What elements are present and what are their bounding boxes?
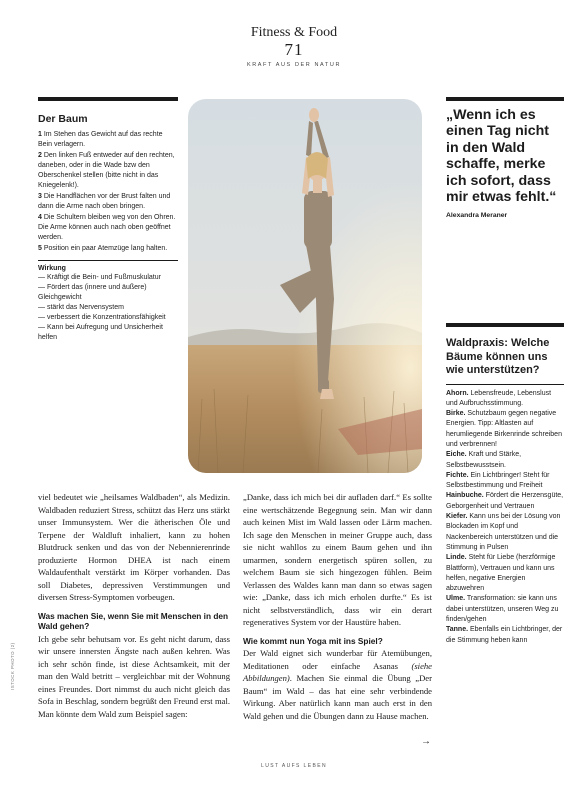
tree-text: Steht für Liebe (herzförmige Blattform), Vertrauen und kann uns helfen, negative Energien abzuwehren — [446, 554, 556, 593]
tree-name: Hainbuche. — [446, 492, 484, 500]
wirkung-text: verbessert die Konzentrationsfähigkeit — [46, 314, 166, 321]
exercise-box — [38, 97, 178, 343]
tree-text: Lebensfreude, Lebenslust und Aufbruchsstimmung. — [446, 389, 552, 407]
tree-name: Ulme. — [446, 595, 466, 603]
article-paragraph: Ich gebe sehr behutsam vor. Es geht nicht darum, dass wir unsere innersten Ängste nach außen kehren. Was ich sehr schön finde, ist diese Achtsamkeit, mit der man den Wald betritt – vergleichbar mit der Wohnung eines Freundes. Dort nimmst du auch nicht gleich das Sofa in Beschlag, sondern begrüßt den Freund erst mal. Man könnte dem Wald zum Beispiel sagen: — [38, 633, 230, 719]
tree-name: Birke. — [446, 410, 466, 418]
article-paragraph: viel bedeutet wie „heilsames Waldbaden“, als Medizin. Waldbaden reduziert Stress, schützt das Herz uns stärkt unser Immunsystem. Wer die ätherischen Öle und Terpene der Waldluft inhaliert, kann zu hohen Blutdruck senken und das von der Nebennierenrinde produzierte Hormon DHEA ist nach einem Waldaufenthalt verstärkt im Körper vorhanden. Das soll Diabetes, depressiven Verstimmungen und diversen Stress-Symptomen vorbeugen. — [38, 492, 230, 602]
article-column-2 — [243, 491, 432, 722]
tree-entry — [446, 450, 564, 471]
photo-credit: ISTOCK PHOTO (2) — [10, 642, 15, 690]
step-item — [38, 244, 178, 254]
article-question: Was machen Sie, wenn Sie mit Menschen in den Wald gehen? — [38, 610, 229, 631]
pull-quote-block — [446, 97, 564, 219]
pull-quote: „Wenn ich es einen Tag nicht in den Wald schaffe, merke ich sofort, dass mir etwas fehlt.“ — [446, 107, 557, 206]
wirkung-title: Wirkung — [38, 265, 66, 272]
tree-text: Ein Lichtbringer! Steht für Selbstbestimmung und Freiheit — [446, 471, 550, 490]
section-kicker: KRAFT AUS DER NATUR — [246, 62, 342, 68]
step-item — [38, 130, 178, 150]
article-column-1 — [38, 491, 230, 720]
tree-name: Ahorn. — [446, 389, 469, 397]
article-reference: (siehe Abbildungen) — [243, 660, 432, 683]
step-text: Die Schultern bleiben weg von den Ohren. Die Arme können auch nach oben geöffnet werden. — [38, 214, 176, 241]
step-number: 5 — [38, 245, 42, 252]
article-text: Der Wald eignet sich wunderbar für Atemübungen, Meditationen oder einfache Asanas — [243, 648, 432, 671]
section-title: Fitness & Food — [250, 25, 338, 40]
tree-text: Kann uns bei der Lösung von Blockaden im Kopf und Nackenbereich unterstützen und die Stimmung in Pulsen — [446, 513, 561, 551]
box-top-rule — [38, 97, 178, 101]
article-text: . Machen Sie einmal die Übung „Der Baum“ im Wald – das hat eine sehr verbindende Wirkung. Aber natürlich kann man auch erst in den Wald gehen und die Übungen dann zu Hause machen. — [243, 673, 432, 721]
footer-title: LUST AUFS LEBEN — [261, 763, 327, 769]
box-title: Der Baum — [38, 113, 88, 125]
step-number: 4 — [38, 214, 42, 221]
step-item — [38, 213, 178, 243]
tree-entry — [446, 471, 564, 492]
article-question: Wie kommt nun Yoga mit ins Spiel? — [243, 635, 383, 646]
step-number: 1 — [38, 131, 42, 138]
tree-name: Eiche. — [446, 451, 467, 459]
step-number: 2 — [38, 152, 42, 159]
tree-entry — [446, 625, 564, 646]
tree-entry — [446, 553, 564, 594]
waldpraxis-divider — [446, 384, 564, 385]
step-text: Die Handflächen vor der Brust falten und dann die Arme nach oben bringen. — [38, 193, 171, 210]
tree-name: Tanne. — [446, 626, 469, 634]
step-item — [38, 192, 178, 212]
article-paragraph: „Danke, dass ich mich bei dir aufladen darf.“ Es sollte eine wertschätzende Begegnung sein. Man wir dann auch keinen Mist im Wald lassen oder Lärm machen. Ich sage den Menschen in meiner Gruppe auch, dass sie nicht wahllos zu einem Baum gehen und ihn umarmen, sondern energetisch spüren sollen, zu welchem Baum sie sich hingezogen fühlen. Beim Verlassen des Waldes kann man dann so etwas sagen wie: „Danke, dass ich mich erholen durfte.“ Es ist nicht selbstverständlich, dass wir ein derart regeneratives System vor der Haustüre haben. — [243, 492, 432, 627]
tree-text: Fördert die Herzensgüte, Geborgenheit und Vertrauen — [446, 492, 564, 510]
wirkung-item: — verbessert die Konzentrationsfähigkeit — [38, 314, 166, 321]
wirkung-text: stärkt das Nervensystem — [46, 304, 124, 311]
tree-text: Transformation: sie kann uns dabei unterstützen, unseren Weg zu finden/gehen — [446, 595, 559, 624]
tree-pose-photo — [188, 99, 422, 473]
step-item — [38, 151, 178, 191]
quote-top-rule — [446, 97, 564, 101]
waldpraxis-top-rule — [446, 323, 564, 327]
page-number: 71 — [284, 40, 304, 59]
tree-text: Ebenfalls ein Lichtbringer, der die Stimmung heben kann — [446, 626, 563, 644]
wirkung-text: Kann bei Aufregung und Unsicherheit helfen — [38, 324, 163, 341]
tree-name: Kiefer. — [446, 513, 468, 521]
continue-arrow-icon: → — [421, 736, 431, 747]
tree-entry — [446, 409, 564, 450]
tree-entry — [446, 389, 564, 410]
tree-name: Fichte. — [446, 471, 469, 479]
wirkung-text: Fördert das (innere und äußere) Gleichgewicht — [38, 284, 147, 301]
waldpraxis-title: Waldpraxis: Welche Bäume können uns wie unterstützen? — [446, 337, 550, 376]
tree-entry — [446, 594, 564, 625]
wirkung-item: — Fördert das (innere und äußere) Gleichgewicht — [38, 284, 147, 301]
article-paragraph — [243, 647, 432, 722]
step-number: 3 — [38, 193, 42, 200]
tree-text: Kraft und Stärke, Selbstbewusstsein. — [446, 451, 522, 469]
tree-text: Schutzbaum gegen negative Energien. Tipp: Altlasten auf herumliegende Birkenrinde schreiben und verbrennen! — [446, 410, 562, 448]
step-text: Den linken Fuß entweder auf den rechten, daneben, oder in die Wade bzw den Oberschenkel stellen (bitte nicht in das Kniegelenk!). — [38, 152, 175, 189]
tree-entry — [446, 491, 564, 512]
wirkung-text: Kräftigt die Bein- und Fußmuskulatur — [46, 274, 161, 281]
step-text: Position ein paar Atemzüge lang halten. — [43, 245, 168, 252]
tree-entry — [446, 512, 564, 553]
step-text: Im Stehen das Gewicht auf das rechte Bein verlagern. — [38, 131, 163, 148]
waldpraxis-box — [446, 323, 564, 646]
wirkung-item: — Kann bei Aufregung und Unsicherheit helfen — [38, 324, 163, 341]
tree-name: Linde. — [446, 554, 467, 562]
box-divider — [38, 260, 178, 261]
wirkung-item: — stärkt das Nervensystem — [38, 304, 124, 311]
wirkung-item: — Kräftigt die Bein- und Fußmuskulatur — [38, 274, 161, 281]
step-list — [38, 130, 178, 254]
quote-author: Alexandra Meraner — [446, 212, 508, 220]
